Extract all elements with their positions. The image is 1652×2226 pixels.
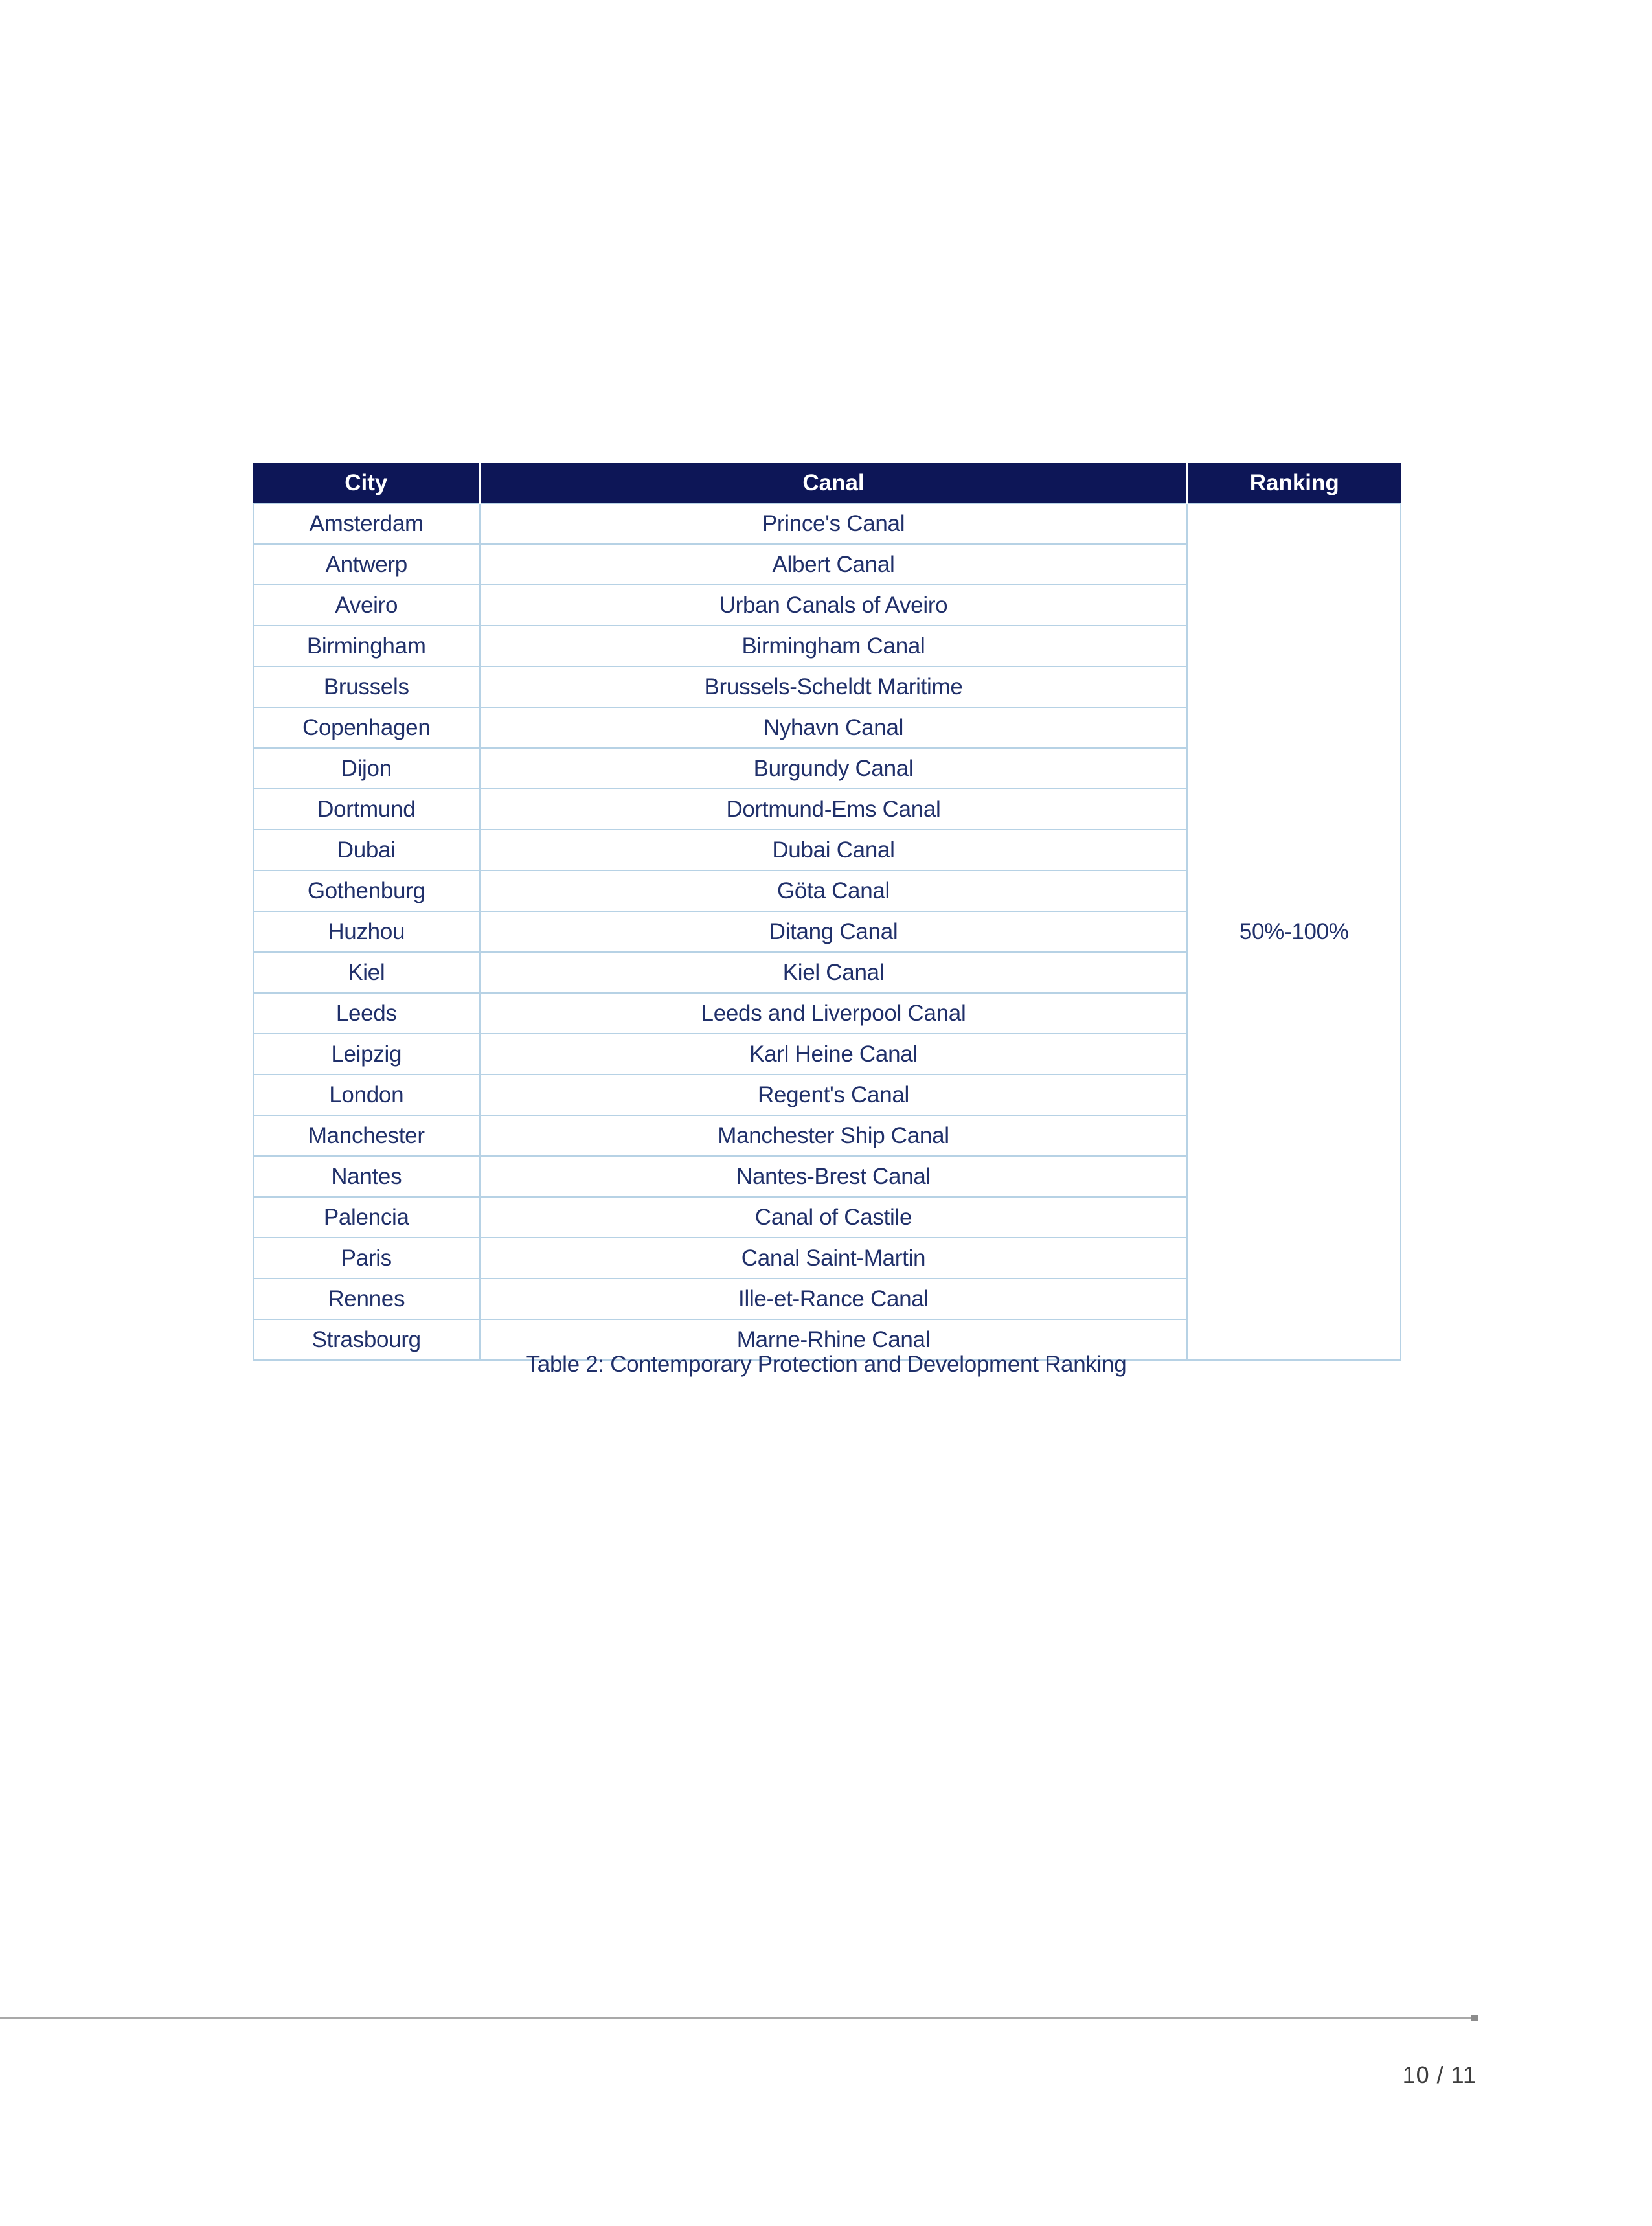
- column-header-ranking: Ranking: [1187, 463, 1401, 503]
- table-body: [253, 503, 1401, 1360]
- city-cell: Aveiro: [253, 585, 480, 626]
- canal-cell: Dortmund-Ems Canal: [480, 789, 1187, 830]
- page-number: 10 / 11: [1402, 2061, 1477, 2088]
- footer-divider-end-dot: [1471, 2015, 1478, 2021]
- canal-cell: Nantes-Brest Canal: [480, 1156, 1187, 1197]
- canal-cell: Karl Heine Canal: [480, 1034, 1187, 1074]
- canal-cell: Dubai Canal: [480, 830, 1187, 870]
- city-cell: Manchester: [253, 1115, 480, 1156]
- city-cell: Birmingham: [253, 626, 480, 666]
- table-caption: Table 2: Contemporary Protection and Development Ranking: [526, 1352, 1127, 1377]
- city-cell: Paris: [253, 1238, 480, 1278]
- canal-cell: Ille-et-Rance Canal: [480, 1278, 1187, 1319]
- canal-cell: Brussels-Scheldt Maritime: [480, 666, 1187, 707]
- canal-cell: Regent's Canal: [480, 1074, 1187, 1115]
- canal-cell: Albert Canal: [480, 544, 1187, 585]
- city-cell: Nantes: [253, 1156, 480, 1197]
- city-cell: Amsterdam: [253, 503, 480, 544]
- table-header: [253, 463, 1401, 503]
- canal-cell: Birmingham Canal: [480, 626, 1187, 666]
- ranking-table: [253, 463, 1401, 1361]
- column-header-city: City: [253, 463, 480, 503]
- city-cell: Strasbourg: [253, 1319, 480, 1360]
- column-header-canal: Canal: [480, 463, 1187, 503]
- table-row: [253, 503, 1401, 544]
- canal-cell: Nyhavn Canal: [480, 707, 1187, 748]
- canal-cell: Leeds and Liverpool Canal: [480, 993, 1187, 1034]
- city-cell: Leeds: [253, 993, 480, 1034]
- canal-cell: Burgundy Canal: [480, 748, 1187, 789]
- city-cell: Palencia: [253, 1197, 480, 1238]
- city-cell: Gothenburg: [253, 870, 480, 911]
- ranking-cell: 50%-100%: [1187, 503, 1401, 1360]
- city-cell: Huzhou: [253, 911, 480, 952]
- city-cell: Brussels: [253, 666, 480, 707]
- city-cell: Dortmund: [253, 789, 480, 830]
- city-cell: Copenhagen: [253, 707, 480, 748]
- canal-cell: Ditang Canal: [480, 911, 1187, 952]
- canal-cell: Canal of Castile: [480, 1197, 1187, 1238]
- canal-cell: Canal Saint-Martin: [480, 1238, 1187, 1278]
- canal-cell: Manchester Ship Canal: [480, 1115, 1187, 1156]
- canal-cell: Urban Canals of Aveiro: [480, 585, 1187, 626]
- canal-cell: Prince's Canal: [480, 503, 1187, 544]
- canal-cell: Marne-Rhine Canal: [480, 1319, 1187, 1360]
- city-cell: London: [253, 1074, 480, 1115]
- footer-divider: [0, 2017, 1477, 2019]
- header-row: [253, 463, 1401, 503]
- city-cell: Kiel: [253, 952, 480, 993]
- city-cell: Dijon: [253, 748, 480, 789]
- canal-cell: Kiel Canal: [480, 952, 1187, 993]
- city-cell: Dubai: [253, 830, 480, 870]
- canal-cell: Göta Canal: [480, 870, 1187, 911]
- city-cell: Antwerp: [253, 544, 480, 585]
- city-cell: Leipzig: [253, 1034, 480, 1074]
- city-cell: Rennes: [253, 1278, 480, 1319]
